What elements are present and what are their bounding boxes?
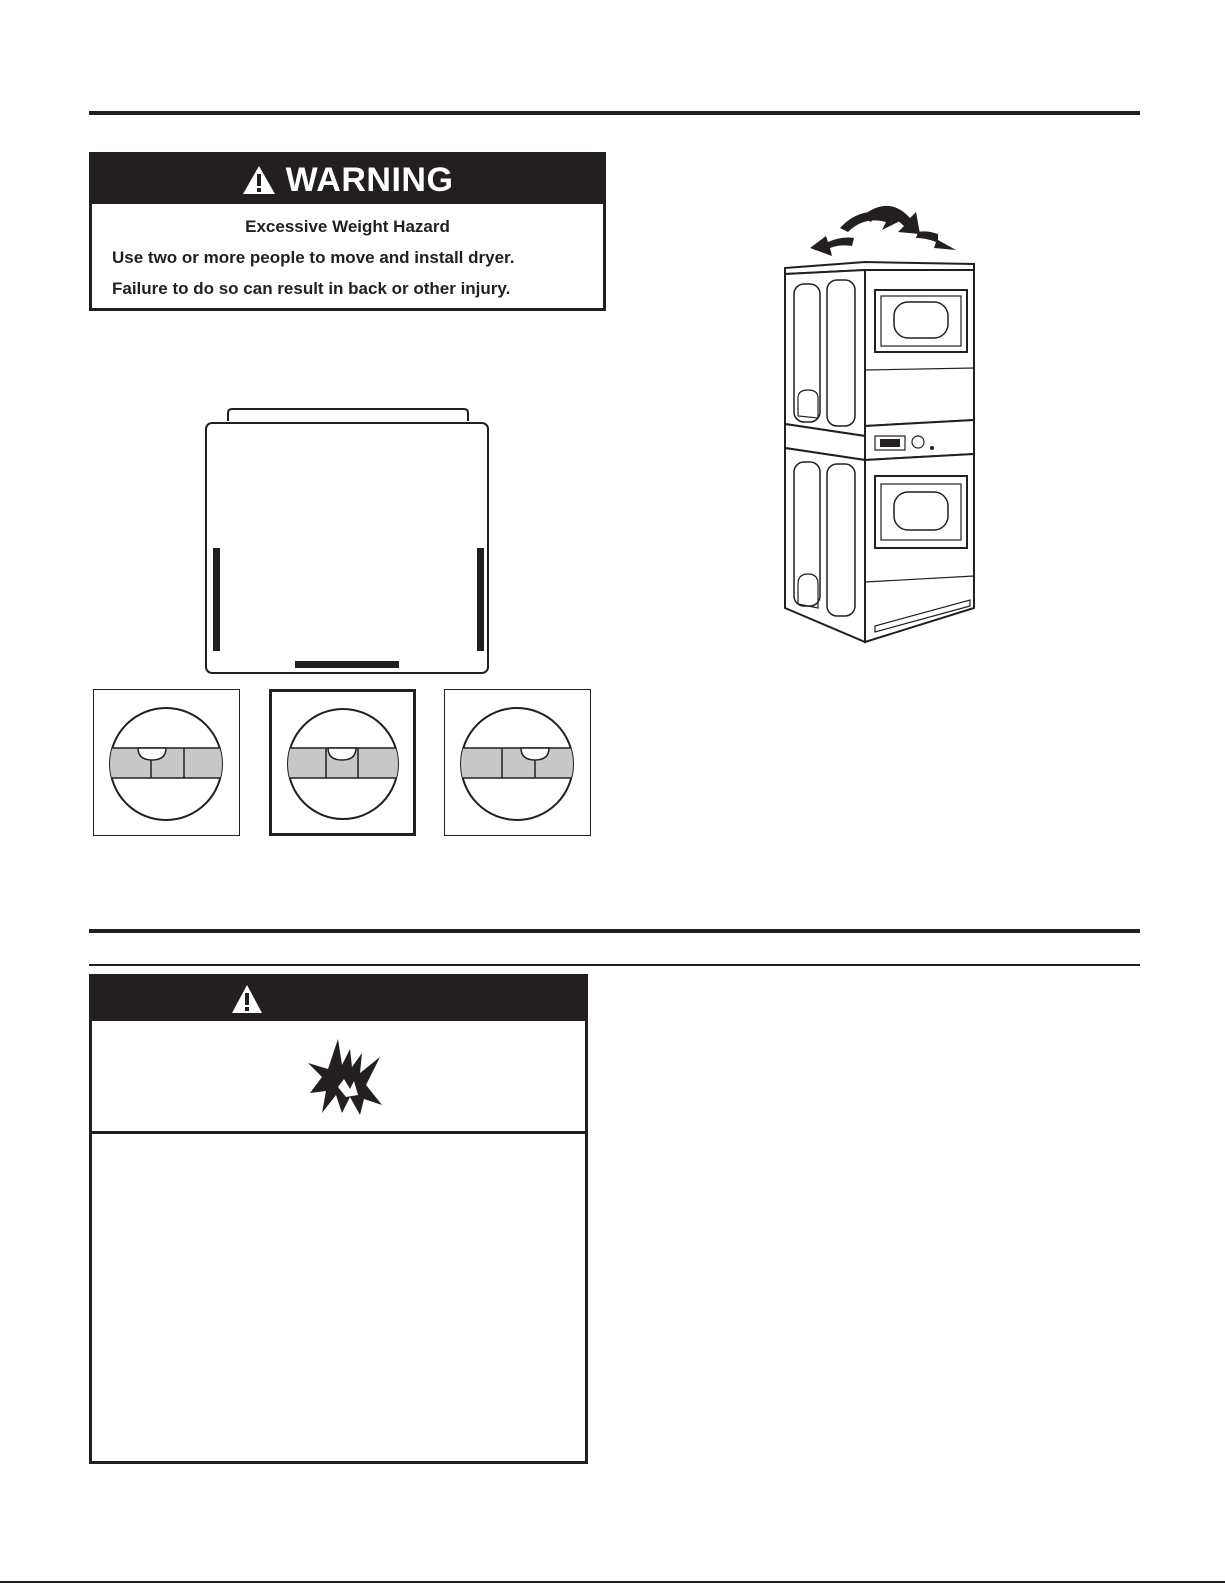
warning-consequence: Failure to do so can result in back or other injury. [112,279,511,298]
rotation-arrows [810,206,956,256]
weight-hazard-warning [89,152,606,311]
warning-triangle-icon [231,984,263,1014]
section-rule-top [89,111,1140,115]
page-bottom-rule [0,1581,1225,1583]
explosion-box-divider [92,1131,585,1134]
right-side-bar [477,548,484,651]
explosion-icon [302,1035,388,1121]
explosion-hazard-warning [89,974,588,1464]
dryer-front-illustration [200,405,495,677]
explosion-warning-header [92,977,585,1021]
level-gauge-left [93,689,240,836]
level-gauge-center [269,689,416,836]
stacked-dryer-illustration [780,198,980,646]
warning-triangle-icon [242,165,276,195]
section-subrule [89,964,1140,966]
section-rule-middle [89,929,1140,933]
warning-header [92,155,603,204]
warning-hazard-name: Excessive Weight Hazard [245,217,450,236]
level-gauge-right [444,689,591,836]
left-side-bar [213,548,220,651]
warning-instruction: Use two or more people to move and install dryer. [112,248,515,267]
warning-title: WARNING [285,160,454,199]
bottom-bar [295,661,399,668]
